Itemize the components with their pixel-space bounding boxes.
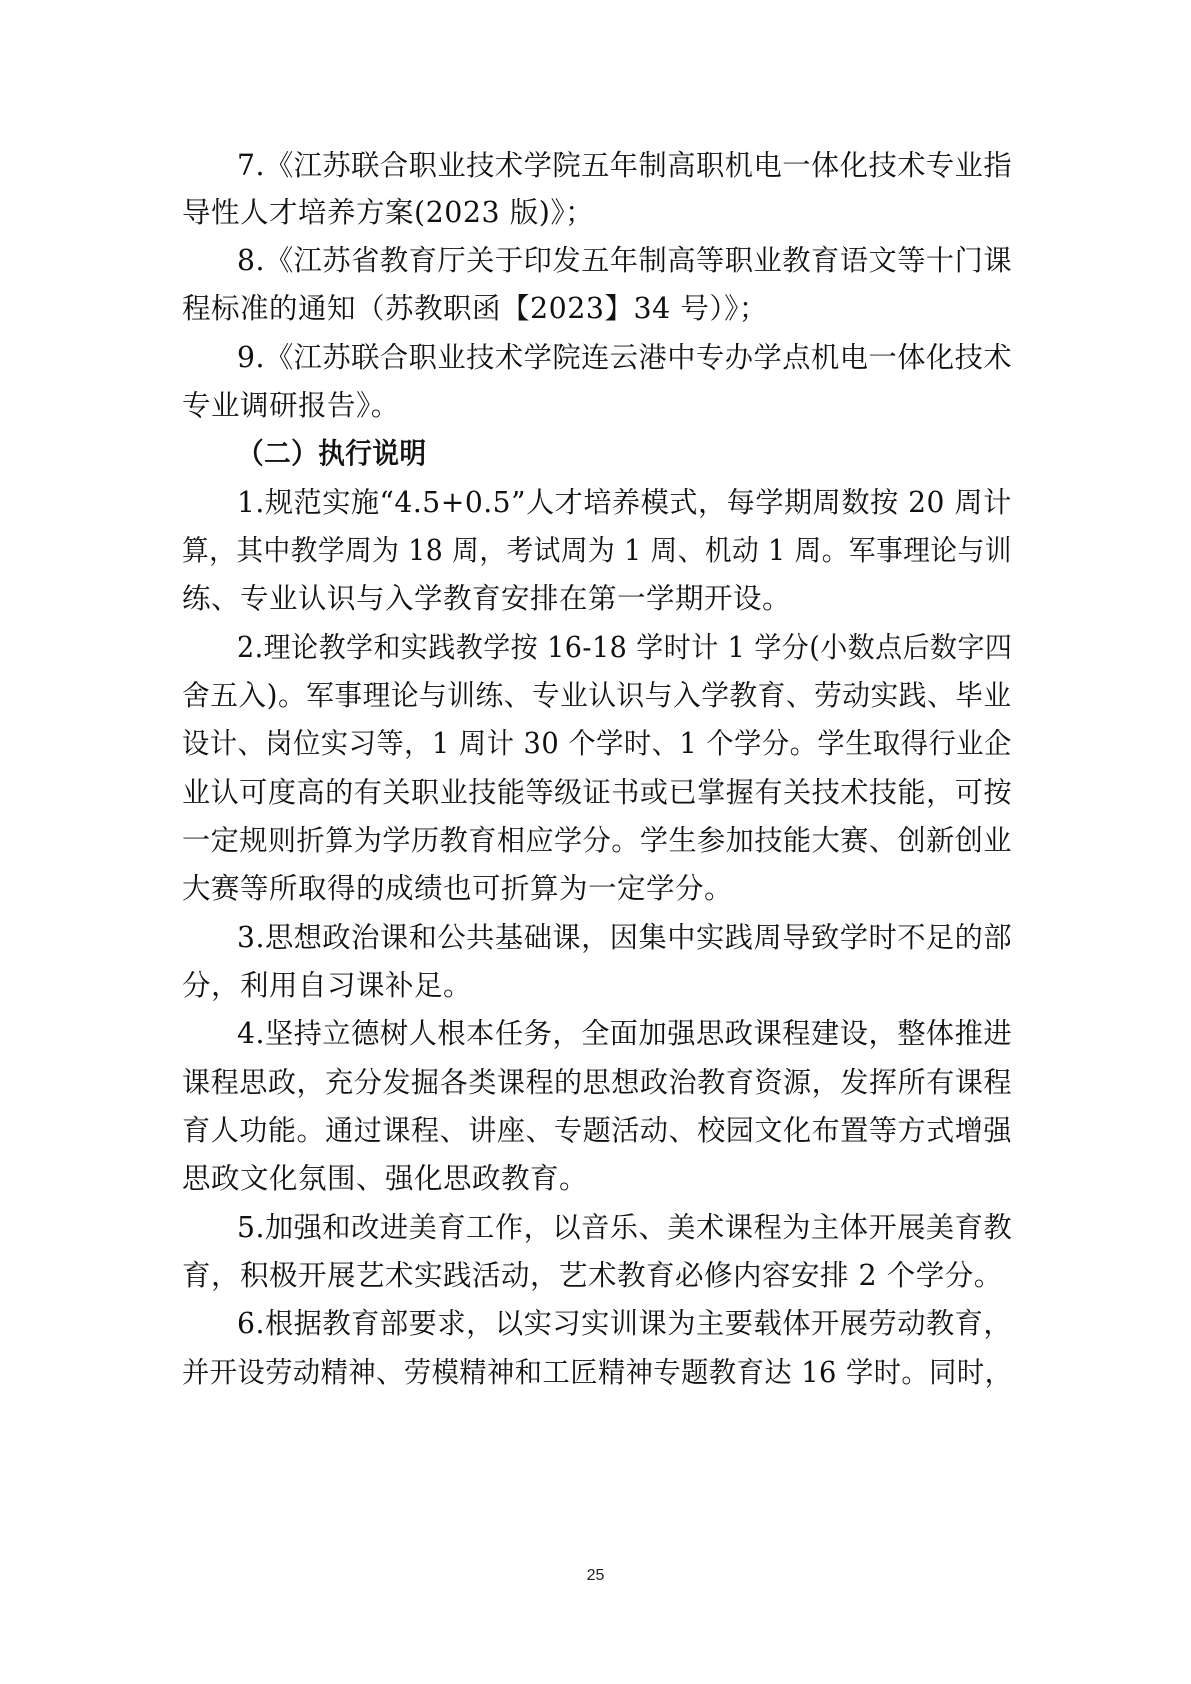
paragraph-1-line-3: 练、专业认识与入学教育安排在第一学期开设。 <box>182 582 792 615</box>
section-heading: （二）执行说明 <box>237 437 427 470</box>
paragraph-2-line-6: 大赛等所取得的成绩也可折算为一定学分。 <box>182 872 734 905</box>
reference-item-9-line-1: 9.《江苏联合职业技术学院连云港中专办学点机电一体化技术 <box>237 341 1013 374</box>
paragraph-2-line-1: 2.理论教学和实践教学按 16-18 学时计 1 学分(小数点后数字四 <box>237 631 1013 664</box>
paragraph-3-line-1: 3.思想政治课和公共基础课，因集中实践周导致学时不足的部 <box>237 921 1013 954</box>
paragraph-1-line-2: 算，其中教学周为 18 周，考试周为 1 周、机动 1 周。军事理论与训 <box>182 534 1012 567</box>
paragraph-6-line-1: 6.根据教育部要求，以实习实训课为主要载体开展劳动教育， <box>237 1307 1013 1340</box>
reference-item-7-line-1: 7.《江苏联合职业技术学院五年制高职机电一体化技术专业指 <box>237 149 1013 182</box>
reference-item-8-line-1: 8.《江苏省教育厅关于印发五年制高等职业教育语文等十门课 <box>237 244 1013 277</box>
paragraph-5-line-2: 育，积极开展艺术实践活动，艺术教育必修内容安排 2 个学分。 <box>182 1259 1003 1292</box>
paragraph-4-line-3: 育人功能。通过课程、讲座、专题活动、校园文化布置等方式增强 <box>182 1114 1012 1147</box>
reference-item-7-line-2: 导性人才培养方案(2023 版)》； <box>182 196 595 229</box>
paragraph-2-line-5: 一定规则折算为学历教育相应学分。学生参加技能大赛、创新创业 <box>182 824 1012 857</box>
paragraph-3-line-2: 分，利用自习课补足。 <box>182 969 473 1002</box>
paragraph-6-line-2: 并开设劳动精神、劳模精神和工匠精神专题教育达 16 学时。同时， <box>182 1356 1013 1389</box>
paragraph-4-line-1: 4.坚持立德树人根本任务，全面加强思政课程建设，整体推进 <box>237 1017 1013 1050</box>
paragraph-2-line-3: 设计、岗位实习等，1 周计 30 个学时、1 个学分。学生取得行业企 <box>182 727 1012 760</box>
reference-item-9-line-2: 专业调研报告》。 <box>182 389 400 422</box>
paragraph-4-line-2: 课程思政，充分发掘各类课程的思想政治教育资源，发挥所有课程 <box>182 1066 1012 1099</box>
page-number: 25 <box>586 1567 605 1584</box>
paragraph-5-line-1: 5.加强和改进美育工作，以音乐、美术课程为主体开展美育教 <box>237 1211 1013 1244</box>
paragraph-2-line-2: 舍五入)。军事理论与训练、专业认识与入学教育、劳动实践、毕业 <box>182 679 1012 712</box>
reference-item-8-line-2: 程标准的通知（苏教职函【2023】34 号）》； <box>182 292 768 325</box>
paragraph-2-line-4: 业认可度高的有关职业技能等级证书或已掌握有关技术技能，可按 <box>182 776 1012 809</box>
paragraph-1-line-1: 1.规范实施“4.5+0.5”人才培养模式，每学期周数按 20 周计 <box>237 486 1012 519</box>
paragraph-4-line-4: 思政文化氛围、强化思政教育。 <box>182 1162 589 1195</box>
